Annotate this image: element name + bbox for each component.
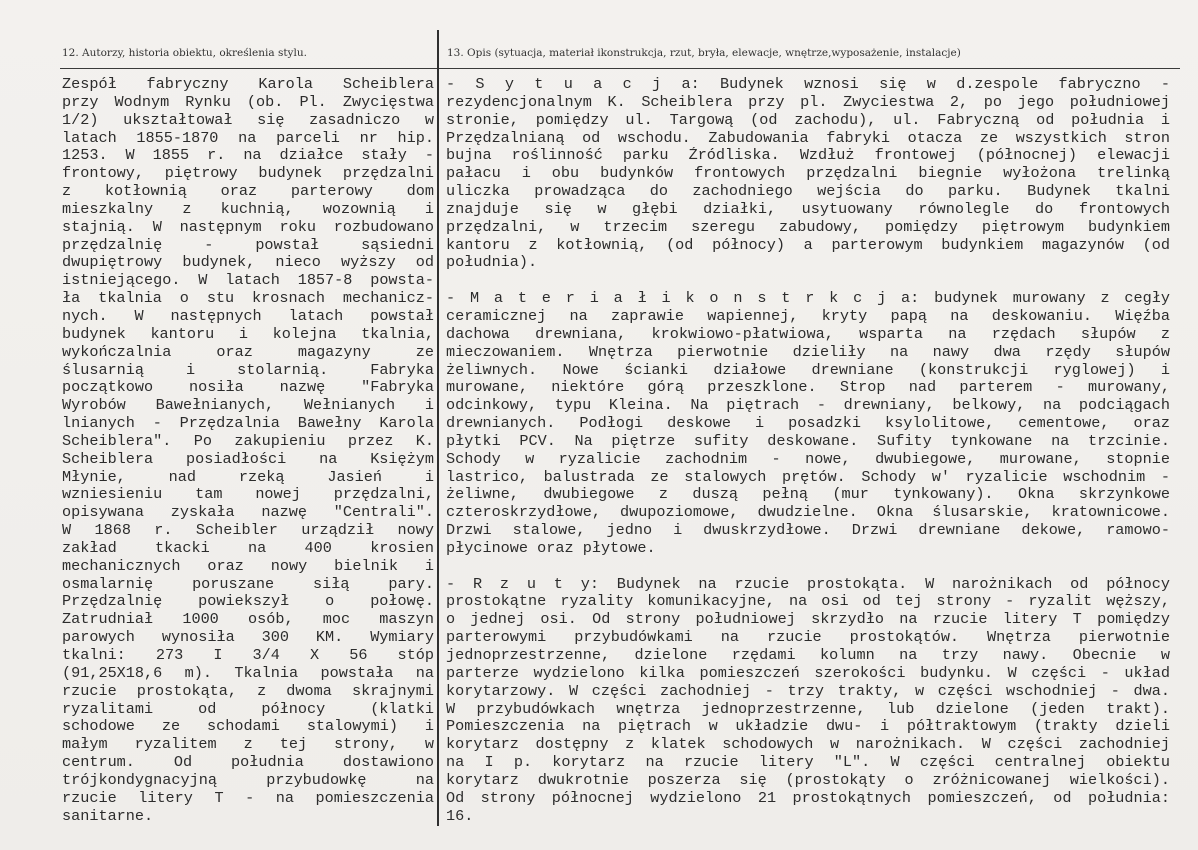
history-text-line: Przędzalnię powiekszył o połowę. bbox=[62, 593, 434, 611]
history-text-line: ła tkalnia o stu krosnach mechanicz- bbox=[62, 290, 434, 308]
description-text-line: lastrico, balustrada ze stalowych prętów. Schody w' ryzalicie wschodnim - bbox=[446, 468, 1170, 486]
description-text-line: ceramicznej na zaprawie wapiennej, kryty papą na deskowaniu. Więźba bbox=[446, 307, 1170, 325]
history-text-line: ryzalitami od północy (klatki bbox=[62, 700, 434, 718]
history-text-line: centrum. Od południa dostawiono bbox=[62, 754, 434, 772]
floor-plan-paragraph bbox=[446, 576, 1170, 826]
description-text-line: płycinowe oraz płytowe. bbox=[446, 539, 656, 557]
history-text-line: budynek kantoru i kolejna tkalnia, bbox=[62, 325, 434, 343]
history-text-line: Scheiblera posiadłości na Księżym bbox=[62, 450, 434, 468]
history-text-line: Zatrudniał 1000 osób, moc maszyn bbox=[62, 611, 434, 629]
history-text-line: Młynie, nad rzeką Jasień i bbox=[62, 468, 434, 486]
history-text-line: przy Wodnym Rynku (ob. Pl. Zwycięstwa bbox=[62, 93, 434, 111]
header-divider bbox=[60, 68, 1180, 69]
description-text-line: Drzwi stalowe, jedno i dwuskrzydłowe. Drzwi drewniane dekowe, ramowo- bbox=[446, 522, 1170, 540]
history-text-line: dwupiętrowy budynek, nieco wyższy od bbox=[62, 254, 434, 272]
description-text-line: mieczowaniem. Wnętrza pierwotnie dzieliły na nawy dwa rzędy słupów bbox=[446, 343, 1170, 361]
history-text-line: stajnią. W następnym roku rozbudowano bbox=[62, 218, 434, 236]
history-text-line: nych. W następnych latach powstał bbox=[62, 307, 434, 325]
section-12-header: 12. Autorzy, historia obiektu, określenia stylu. bbox=[62, 47, 307, 59]
description-text-line: pałacu i obu budynków frontowych przędzalni biegnie wyłożona trelinką bbox=[446, 165, 1170, 183]
description-text-line: murowane, niektóre górą przeszklone. Strop nad parterem - murowany, bbox=[446, 379, 1170, 397]
history-text-line: sanitarne. bbox=[62, 807, 154, 825]
description-text-line: - R z u t y: Budynek na rzucie prostokąta. W narożnikach od północy bbox=[446, 575, 1170, 593]
description-text-line: żeliwne, dwubiegowe z duszą pełną (mur tynkowany). Okna skrzynkowe bbox=[446, 486, 1170, 504]
history-text-line: mechanicznych oraz nowy bielnik i bbox=[62, 557, 434, 575]
description-text-line: czteroskrzydłowe, dwupoziomowe, dwudzielne. Okna ślusarskie, kratownicowe. bbox=[446, 504, 1170, 522]
history-text-line: osmalarnię poruszane siłą pary. bbox=[62, 575, 434, 593]
history-text-line: Wyrobów Bawełnianych, Wełnianych i bbox=[62, 397, 434, 415]
description-text-line: uliczka prowadząca do zachodniego wejścia do parku. Budynek tkalni bbox=[446, 183, 1170, 201]
description-text-line: dachowa drewniana, krokwiowo-płatwiowa, wsparta na rzędach słupów z bbox=[446, 325, 1170, 343]
history-text-line: rzucie litery T - na pomieszczenia bbox=[62, 789, 434, 807]
description-text-column bbox=[446, 76, 1170, 825]
history-text-line: mieszkalny z kuchnią, wozownią i bbox=[62, 200, 434, 218]
history-text-line: Scheiblera". Po zakupieniu przez K. bbox=[62, 432, 434, 450]
description-text-line: parterowymi przybudówkami na rzucie prostokątów. Wnętrza pierwotnie bbox=[446, 629, 1170, 647]
history-text-line: schodowe ze schodami stalowymi) i bbox=[62, 718, 434, 736]
description-text-line: znajduje się w głębi działki, usytuowany równolegle do frontowych bbox=[446, 200, 1170, 218]
description-text-line: parterze wydzielono kilka pomieszczeń szerokości budynku. W części - układ bbox=[446, 664, 1170, 682]
history-text-line: (91,25X18,6 m). Tkalnia powstała na bbox=[62, 664, 434, 682]
history-text-line: ślusarnią i stolarnią. Fabryka bbox=[62, 361, 434, 379]
description-text-line: korytarzowy. W części zachodniej - trzy trakty, w części wschodniej - dwa. bbox=[446, 682, 1170, 700]
description-text-line: 16. bbox=[446, 807, 474, 825]
description-text-line: prostokątne ryzality komunikacyjne, na osi od tej strony - ryzalit węższy, bbox=[446, 593, 1170, 611]
history-text-line: frontowy, piętrowy budynek przędzalni bbox=[62, 165, 434, 183]
description-text-line: stronie, pomiędzy ul. Targową (od zachodu), ul. Fabryczną od południa i bbox=[446, 111, 1170, 129]
description-text-line: Przędzalnianą od wschodu. Zabudowania fabryki otacza ze wszystkich stron bbox=[446, 129, 1170, 147]
history-text-line: tkalni: 273 I 3/4 X 56 stóp bbox=[62, 647, 434, 664]
description-text-line: Pomieszczenia na piętrach w układzie dwu- i półtraktowym (trakty dzieli bbox=[446, 718, 1170, 736]
history-text-line: 1/2) ukształtował się zasadniczo w bbox=[62, 111, 434, 129]
description-text-line: jednoprzestrzenne, dzielone rzędami kolumn na trzy nawy. Obecnie w bbox=[446, 647, 1170, 664]
history-text-line: 1253. W 1855 r. na działce stały - bbox=[62, 147, 434, 165]
material-construction-paragraph bbox=[446, 290, 1170, 558]
description-text-line: płytki PCV. Na piętrze sufity deskowane. Sufity tynkowane na trzcinie. bbox=[446, 432, 1170, 450]
section-13-header: 13. Opis (sytuacja, materiał ikonstrukcja, rzut, bryła, elewacje, wnętrze,wyposażenie, instalacje) bbox=[447, 47, 961, 59]
column-divider bbox=[437, 30, 439, 826]
history-text-line: małym ryzalitem z tej strony, w bbox=[62, 736, 434, 754]
history-text-line: opisywana zyskała nazwę "Centrali". bbox=[62, 504, 434, 522]
description-text-line: korytarz dwukrotnie poszerza się (prostokąty o zróżnicowanej wielkości). bbox=[446, 771, 1170, 789]
paragraph-gap bbox=[446, 272, 1170, 290]
history-text-line: latach 1855-1870 na parceli nr hip. bbox=[62, 129, 434, 147]
description-text-line: rezydencjonalnym K. Scheiblera przy pl. Zwyciestwa 2, po jego południowej bbox=[446, 93, 1170, 111]
history-text-line: rzucie prostokąta, z dwoma skrajnymi bbox=[62, 682, 434, 700]
description-text-line: południa). bbox=[446, 254, 538, 272]
description-text-line: Schody w ryzalicie zachodnim - nowe, dwubiegowe, murowane, stopnie bbox=[446, 450, 1170, 468]
history-text-line: istniejącego. W latach 1857-8 powsta- bbox=[62, 272, 434, 290]
description-text-line: żeliwnych. Nowe ścianki działowe drewniane (konstrukcji ryglowej) i bbox=[446, 361, 1170, 379]
description-text-line: drewnianych. Podłogi deskowe i posadzki ksylolitowe, cementowe, oraz bbox=[446, 415, 1170, 433]
history-text-line: parowych wynosiła 300 KM. Wymiary bbox=[62, 629, 434, 647]
history-text-line: z kotłownią oraz parterowy dom bbox=[62, 183, 434, 201]
situation-paragraph bbox=[446, 76, 1170, 272]
history-text-line: lnianych - Przędzalnia Bawełny Karola bbox=[62, 415, 434, 433]
history-text-line: wzniesieniu tam nowej przędzalni, bbox=[62, 486, 434, 504]
description-text-line: Od strony północnej wydzielono 21 prostokątnych pomieszczeń, od południa: bbox=[446, 789, 1170, 807]
description-text-line: na I p. korytarz na rzucie litery "L". W części centralnej obiektu bbox=[446, 754, 1170, 772]
history-text-line: trójkondygnacyjną przybudowkę na bbox=[62, 771, 434, 789]
history-text-line: Zespół fabryczny Karola Scheiblera bbox=[62, 76, 434, 93]
history-text-column bbox=[62, 76, 434, 825]
history-text-line: początkowo nosiła nazwę "Fabryka bbox=[62, 379, 434, 397]
description-text-line: bujna roślinność parku Źródliska. Wzdłuż frontowej (północnej) elewacji bbox=[446, 147, 1170, 165]
description-text-line: - S y t u a c j a: Budynek wznosi się w d.zespole fabryczno - bbox=[446, 76, 1170, 93]
history-text-line: przędzalnię - powstał sąsiedni bbox=[62, 236, 434, 254]
history-text-line: zakład tkacki na 400 krosien bbox=[62, 539, 434, 557]
description-text-line: kantoru z kotłownią, (od północy) a parterowym budynkiem magazynów (od bbox=[446, 236, 1170, 254]
description-text-line: W przybudówkach wnętrza jednoprzestrzenne, lub dzielone (jeden trakt). bbox=[446, 700, 1170, 718]
description-text-line: przędzalni, w trzecim szeregu zabudowy, pomiędzy piętrowym budynkiem bbox=[446, 218, 1170, 236]
paragraph-gap bbox=[446, 558, 1170, 576]
description-text-line: odcinkowy, typu Kleina. Na piętrach - drewniany, belkowy, na podciągach bbox=[446, 397, 1170, 415]
history-text-line: W 1868 r. Scheibler urządził nowy bbox=[62, 522, 434, 540]
history-text-line: wykończalnia oraz magazyny ze bbox=[62, 343, 434, 361]
description-text-line: - M a t e r i a ł i k o n s t r k c j a: budynek murowany z cegły bbox=[446, 290, 1170, 308]
description-text-line: o jednej osi. Od strony południowej skrzydło na rzucie litery T pomiędzy bbox=[446, 611, 1170, 629]
description-text-line: korytarz dostępny z klatek schodowych w narożnikach. W części zachodniej bbox=[446, 736, 1170, 754]
